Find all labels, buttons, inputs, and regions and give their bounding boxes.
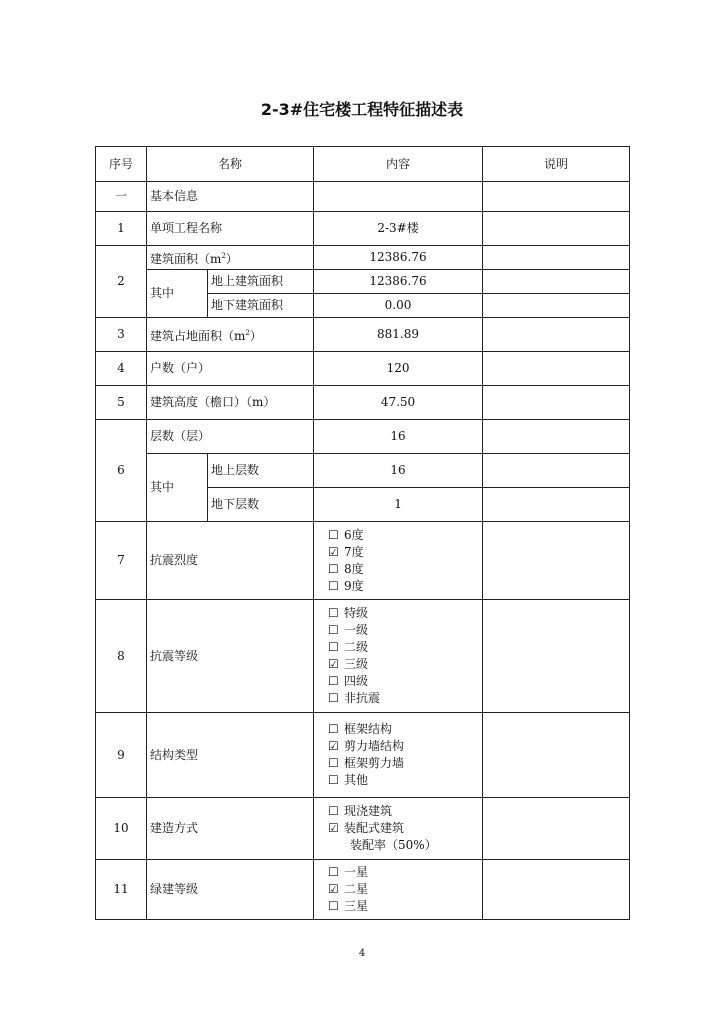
row-note bbox=[483, 270, 630, 294]
option-label: 框架剪力墙 bbox=[344, 756, 405, 770]
row-name: 层数（层） bbox=[147, 420, 314, 454]
checkbox-icon[interactable]: ☑ bbox=[328, 821, 339, 835]
table-row bbox=[96, 212, 630, 246]
checkbox-icon[interactable]: ☐ bbox=[328, 865, 339, 879]
option-list bbox=[314, 522, 483, 600]
sub-label: 其中 bbox=[147, 270, 208, 318]
row-name-text: 建筑面积（m bbox=[150, 251, 222, 266]
row-name: 户数（户） bbox=[147, 352, 314, 386]
table-row bbox=[96, 352, 630, 386]
option-label: 7度 bbox=[344, 544, 364, 559]
option-label: 一星 bbox=[344, 865, 369, 879]
row-name bbox=[147, 318, 314, 352]
table-row bbox=[96, 270, 630, 294]
checkbox-icon[interactable]: ☐ bbox=[328, 527, 339, 542]
row-note bbox=[483, 454, 630, 488]
checkbox-icon[interactable]: ☐ bbox=[328, 674, 339, 688]
table-row bbox=[96, 600, 630, 713]
option-item bbox=[328, 578, 479, 595]
row-name: 抗震等级 bbox=[147, 600, 314, 713]
option-item bbox=[328, 527, 479, 544]
row-note bbox=[483, 294, 630, 318]
row-value: 881.89 bbox=[314, 318, 483, 352]
option-label: 三级 bbox=[344, 657, 369, 671]
table-row bbox=[96, 713, 630, 798]
option-item bbox=[328, 755, 479, 772]
row-note bbox=[483, 522, 630, 600]
option-label: 剪力墙结构 bbox=[344, 739, 405, 753]
table-row bbox=[96, 246, 630, 270]
row-note bbox=[483, 386, 630, 420]
checkbox-icon[interactable]: ☐ bbox=[328, 606, 339, 620]
header-index: 序号 bbox=[96, 147, 147, 182]
sub-value: 12386.76 bbox=[314, 270, 483, 294]
row-name bbox=[147, 246, 314, 270]
option-list bbox=[314, 860, 483, 920]
row-index: 9 bbox=[96, 713, 147, 798]
option-label: 现浇建筑 bbox=[344, 804, 393, 818]
row-value: 47.50 bbox=[314, 386, 483, 420]
option-item bbox=[328, 690, 479, 707]
table-row bbox=[96, 420, 630, 454]
row-name: 基本信息 bbox=[147, 182, 314, 212]
sub-value: 16 bbox=[314, 454, 483, 488]
option-item bbox=[328, 561, 479, 578]
checkbox-icon[interactable]: ☑ bbox=[328, 657, 339, 671]
option-item bbox=[328, 656, 479, 673]
row-note bbox=[483, 182, 630, 212]
row-note bbox=[483, 352, 630, 386]
table-row bbox=[96, 860, 630, 920]
row-value: 120 bbox=[314, 352, 483, 386]
row-note bbox=[483, 860, 630, 920]
checkbox-icon[interactable]: ☐ bbox=[328, 804, 339, 818]
checkbox-icon[interactable]: ☐ bbox=[328, 623, 339, 637]
header-row bbox=[96, 147, 630, 182]
row-note bbox=[483, 600, 630, 713]
page-title: 2-3#住宅楼工程特征描述表 bbox=[260, 100, 464, 119]
row-index: 7 bbox=[96, 522, 147, 600]
header-name: 名称 bbox=[147, 147, 314, 182]
checkbox-icon[interactable]: ☐ bbox=[328, 773, 339, 787]
row-name: 单项工程名称 bbox=[147, 212, 314, 246]
sub-label: 其中 bbox=[147, 454, 208, 522]
option-item bbox=[328, 772, 479, 789]
unit-superscript: 2 bbox=[221, 251, 226, 260]
row-name-suffix: ） bbox=[249, 328, 262, 343]
row-index: 1 bbox=[96, 212, 147, 246]
row-note bbox=[483, 713, 630, 798]
sub-name: 地下建筑面积 bbox=[208, 294, 314, 318]
checkbox-icon[interactable]: ☐ bbox=[328, 899, 339, 913]
option-item bbox=[328, 639, 479, 656]
row-name: 抗震烈度 bbox=[147, 522, 314, 600]
feature-table bbox=[95, 146, 630, 920]
row-index: 2 bbox=[96, 246, 147, 318]
option-item bbox=[328, 544, 479, 561]
checkbox-icon[interactable]: ☑ bbox=[328, 739, 339, 753]
table-row bbox=[96, 798, 630, 860]
row-note bbox=[483, 212, 630, 246]
option-item bbox=[328, 864, 479, 881]
table-row bbox=[96, 454, 630, 488]
sub-name: 地下层数 bbox=[208, 488, 314, 522]
option-item bbox=[328, 820, 479, 837]
option-label: 装配式建筑 bbox=[344, 821, 405, 835]
option-item bbox=[328, 803, 479, 820]
option-label: 非抗震 bbox=[344, 691, 381, 705]
checkbox-icon[interactable]: ☑ bbox=[328, 882, 339, 896]
header-content: 内容 bbox=[314, 147, 483, 182]
row-index: 一 bbox=[96, 182, 147, 212]
row-index: 3 bbox=[96, 318, 147, 352]
sub-value: 1 bbox=[314, 488, 483, 522]
option-label: 9度 bbox=[344, 578, 364, 593]
table-row bbox=[96, 318, 630, 352]
checkbox-icon[interactable]: ☐ bbox=[328, 561, 339, 576]
option-item bbox=[328, 738, 479, 755]
sub-value: 0.00 bbox=[314, 294, 483, 318]
row-note bbox=[483, 246, 630, 270]
row-index: 10 bbox=[96, 798, 147, 860]
option-label: 三星 bbox=[344, 899, 369, 913]
checkbox-icon[interactable]: ☐ bbox=[328, 691, 339, 705]
sub-name: 地上建筑面积 bbox=[208, 270, 314, 294]
table-row bbox=[96, 522, 630, 600]
option-item bbox=[328, 898, 479, 915]
option-label: 6度 bbox=[344, 527, 364, 542]
option-item bbox=[328, 673, 479, 690]
row-name: 绿建等级 bbox=[147, 860, 314, 920]
option-label: 一级 bbox=[344, 623, 369, 637]
row-value: 16 bbox=[314, 420, 483, 454]
table-row bbox=[96, 182, 630, 212]
row-value: 2-3#楼 bbox=[314, 212, 483, 246]
row-name: 结构类型 bbox=[147, 713, 314, 798]
checkbox-icon[interactable]: ☐ bbox=[328, 756, 339, 770]
table-row bbox=[96, 386, 630, 420]
row-value bbox=[314, 182, 483, 212]
row-name-suffix: ） bbox=[225, 251, 238, 266]
option-label: 四级 bbox=[344, 674, 369, 688]
option-label: 二级 bbox=[344, 640, 369, 654]
row-name-text: 建筑占地面积（m bbox=[150, 328, 246, 343]
option-item bbox=[328, 721, 479, 738]
option-label: 其他 bbox=[344, 773, 369, 787]
checkbox-icon[interactable]: ☐ bbox=[328, 578, 339, 593]
row-index: 4 bbox=[96, 352, 147, 386]
page-number: 4 bbox=[358, 948, 366, 959]
checkbox-icon[interactable]: ☑ bbox=[328, 544, 339, 559]
row-note bbox=[483, 488, 630, 522]
sub-name: 地上层数 bbox=[208, 454, 314, 488]
option-label: 8度 bbox=[344, 561, 364, 576]
checkbox-icon[interactable]: ☐ bbox=[328, 640, 339, 654]
row-index: 6 bbox=[96, 420, 147, 522]
unit-superscript: 2 bbox=[245, 328, 250, 337]
option-item bbox=[328, 622, 479, 639]
option-list bbox=[314, 713, 483, 798]
option-list bbox=[314, 600, 483, 713]
option-list bbox=[314, 798, 483, 860]
option-item bbox=[328, 605, 479, 622]
row-note bbox=[483, 420, 630, 454]
row-note bbox=[483, 798, 630, 860]
checkbox-icon[interactable]: ☐ bbox=[328, 722, 339, 736]
row-index: 11 bbox=[96, 860, 147, 920]
row-name: 建造方式 bbox=[147, 798, 314, 860]
option-label: 特级 bbox=[344, 606, 369, 620]
row-note bbox=[483, 318, 630, 352]
row-value: 12386.76 bbox=[314, 246, 483, 270]
option-label: 框架结构 bbox=[344, 722, 393, 736]
row-index: 5 bbox=[96, 386, 147, 420]
row-name: 建筑高度（檐口）（m） bbox=[147, 386, 314, 420]
option-item bbox=[328, 881, 479, 898]
assembly-rate: 装配率（50%） bbox=[350, 838, 437, 852]
row-index: 8 bbox=[96, 600, 147, 713]
header-note: 说明 bbox=[483, 147, 630, 182]
option-label: 二星 bbox=[344, 882, 369, 896]
